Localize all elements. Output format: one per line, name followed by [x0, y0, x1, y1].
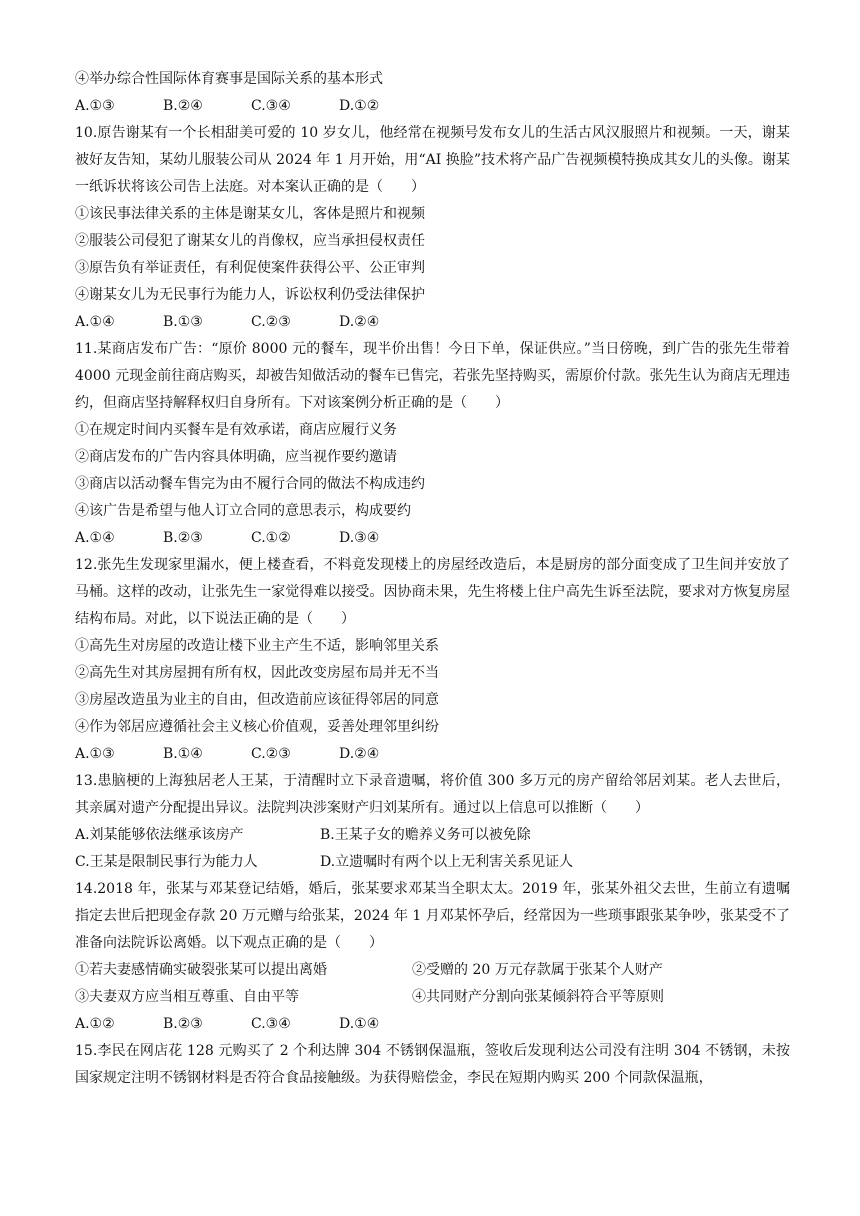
- q12-statement-4: ④作为邻居应遵循社会主义核心价值观，妥善处理邻里纠纷: [75, 719, 439, 735]
- q11-stem: 11.某商店发布广告：“原价 8000 元的餐车，现半价出售！今日下单，保证供应。”当日傍晚，到广告的张先生带着 4000 元现金前往商店购买，却被告知做活动的餐车已售完，若张先坚持购买，需原价付款。张先生认为商店无理违约，但商店坚持解释权归自身所有。下对该案例分析正确的是（ ）: [75, 341, 790, 411]
- q10-option-c: C.②③: [251, 314, 291, 330]
- q14-option-c: C.③④: [251, 1016, 291, 1032]
- q10-stem: 10.原告谢某有一个长相甜美可爱的 10 岁女儿，他经常在视频号发布女儿的生活古风汉服照片和视频。一天，谢某被好友告知，某幼儿服装公司从 2024 年 1 月开始，用“AI 换脸”技术将产品广告视频模特换成其女儿的头像。谢某一纸诉状将该公司告上法庭。对本案认正确的是（ ）: [75, 125, 790, 195]
- q11-option-b: B.②③: [163, 530, 203, 546]
- q13-stem: 13.患脑梗的上海独居老人王某，于清醒时立下录音遗嘱，将价值 300 多万元的房产留给邻居刘某。老人去世后，其亲属对遗产分配提出异议。法院判决涉案财产归刘某所有。通过以上信息可以推断（ ）: [75, 773, 790, 816]
- q14-statement-1: ①若夫妻感情确实破裂张某可以提出离婚: [75, 962, 327, 978]
- q13-option-c: C.王某是限制民事行为能力人: [75, 854, 258, 870]
- q10-statement-2: ②服装公司侵犯了谢某女儿的肖像权，应当承担侵权责任: [75, 233, 425, 249]
- q11-option-d: D.③④: [339, 530, 380, 546]
- q10-option-a: A.①④: [75, 314, 115, 330]
- q14-statements-row-2: [75, 984, 790, 1011]
- q10-option-d: D.②④: [339, 314, 380, 330]
- q12-statement-2: ②高先生对其房屋拥有所有权，因此改变房屋布局并无不当: [75, 665, 439, 681]
- q13-options-row-2: [75, 849, 790, 876]
- q11-statement-4: ④该广告是希望与他人订立合同的意思表示，构成要约: [75, 503, 411, 519]
- q13-option-d: D.立遗嘱时有两个以上无利害关系见证人: [320, 854, 574, 870]
- q12-statement-1: ①高先生对房屋的改造让楼下业主产生不适，影响邻里关系: [75, 638, 439, 654]
- q14-option-d: D.①④: [339, 1016, 380, 1032]
- q12-option-b: B.①④: [163, 746, 203, 762]
- q12-option-a: A.①③: [75, 746, 115, 762]
- q10-statement-3: ③原告负有举证责任，有利促使案件获得公平、公正审判: [75, 260, 425, 276]
- q11-statement-1: ①在规定时间内买餐车是有效承诺，商店应履行义务: [75, 422, 397, 438]
- q13-options-row-1: [75, 822, 790, 849]
- q14-statement-3: ③夫妻双方应当相互尊重、自由平等: [75, 989, 299, 1005]
- q10-statement-1: ①该民事法律关系的主体是谢某女儿，客体是照片和视频: [75, 206, 425, 222]
- q12-statement-3: ③房屋改造虽为业主的自由，但改造前应该征得邻居的同意: [75, 692, 439, 708]
- exam-page: [75, 66, 790, 1092]
- q14-options: [75, 1011, 790, 1038]
- q9-option-c: C.③④: [251, 98, 291, 114]
- q12-option-c: C.②③: [251, 746, 291, 762]
- q9-option-a: A.①③: [75, 98, 115, 114]
- q11-statement-3: ③商店以活动餐车售完为由不履行合同的做法不构成违约: [75, 476, 425, 492]
- q11-options: [75, 525, 790, 552]
- q11-option-c: C.①②: [251, 530, 291, 546]
- q14-option-a: A.①②: [75, 1016, 115, 1032]
- q12-options: [75, 741, 790, 768]
- q12-stem: 12.张先生发现家里漏水，便上楼查看，不料竟发现楼上的房屋经改造后，本是厨房的部分面变成了卫生间并安放了马桶。这样的改动，让张先生一家觉得难以接受。因协商未果，先生将楼上住户高先生诉至法院，要求对方恢复房屋结构布局。对此，以下说法正确的是（ ）: [75, 557, 790, 627]
- q11-option-a: A.①④: [75, 530, 115, 546]
- q14-option-b: B.②③: [163, 1016, 203, 1032]
- q15-stem: 15.李民在网店花 128 元购买了 2 个利达牌 304 不锈钢保温瓶，签收后发现利达公司没有注明 304 不锈钢，未按国家规定注明不锈钢材料是否符合食品接触级。为获得赔偿金，李民在短期内购买 200 个同款保温瓶，: [75, 1043, 790, 1086]
- q12-option-d: D.②④: [339, 746, 380, 762]
- q9-option-b: B.②④: [163, 98, 203, 114]
- q9-option-d: D.①②: [339, 98, 380, 114]
- q10-option-b: B.①③: [163, 314, 203, 330]
- q10-options: [75, 309, 790, 336]
- q13-option-a: A.刘某能够依法继承该房产: [75, 827, 244, 843]
- q14-statements-row-1: [75, 957, 790, 984]
- q11-statement-2: ②商店发布的广告内容具体明确，应当视作要约邀请: [75, 449, 397, 465]
- q14-stem: 14.2018 年，张某与邓某登记结婚，婚后，张某要求邓某当全职太太。2019 年，张某外祖父去世，生前立有遗嘱指定去世后把现金存款 20 万元赠与给张某，2024 年 1 月邓某怀孕后，经常因为一些琐事跟张某争吵，张某受不了准备向法院诉讼离婚。以下观点正确的是（ ）: [75, 881, 790, 951]
- q9-options: [75, 93, 790, 120]
- q9-statement-4: ④举办综合性国际体育赛事是国际关系的基本形式: [75, 71, 383, 87]
- q14-statement-4: ④共同财产分割向张某倾斜符合平等原则: [412, 989, 664, 1005]
- q14-statement-2: ②受赠的 20 万元存款属于张某个人财产: [412, 962, 663, 978]
- q13-option-b: B.王某子女的赡养义务可以被免除: [320, 827, 531, 843]
- q10-statement-4: ④谢某女儿为无民事行为能力人，诉讼权利仍受法律保护: [75, 287, 425, 303]
